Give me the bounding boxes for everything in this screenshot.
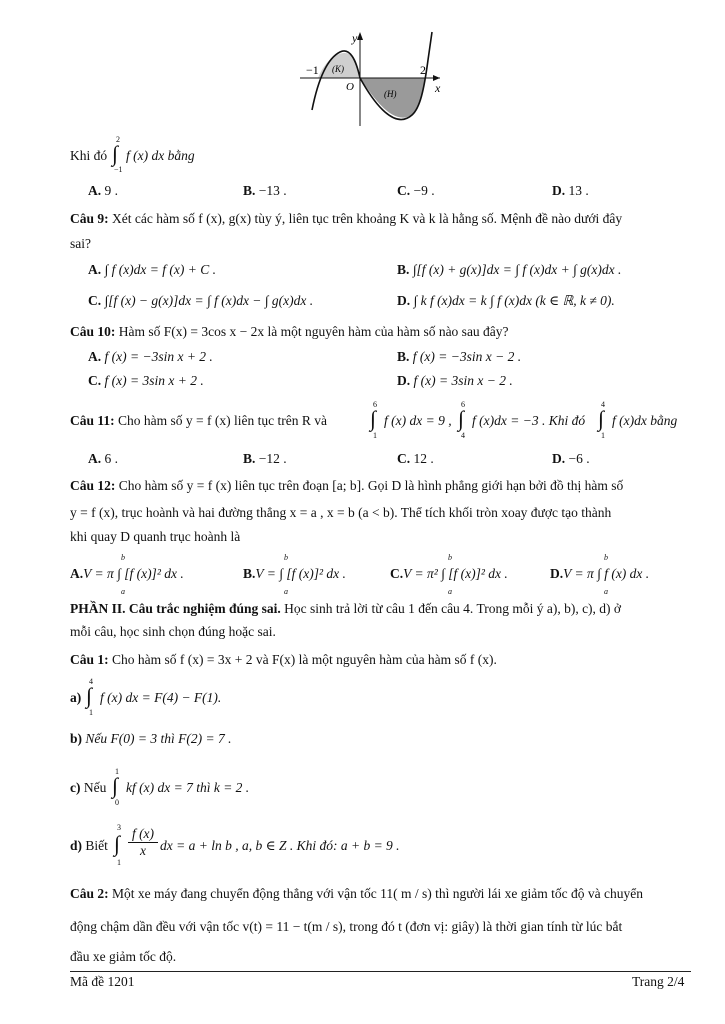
q10-option-c[interactable]: C. f (x) = 3sin x + 2 .	[88, 373, 204, 388]
q12-d-upper: b	[604, 553, 608, 562]
p2q1-a-integral: 4 ∫ 1	[86, 677, 93, 717]
q11-option-d[interactable]: D. −6 .	[552, 451, 590, 466]
q12-option-a[interactable]: A.V = π ∫ [f (x)]² dx .	[70, 566, 184, 581]
q12-option-c[interactable]: C.V = π² ∫ [f (x)]² dx .	[390, 566, 508, 581]
q9-text-line1: Câu 9: Xét các hàm số f (x), g(x) tùy ý, liên tục trên khoảng K và k là hằng số. Mệnh đề nào dưới đây	[70, 211, 623, 226]
q8-question-text: Khi đó	[70, 148, 108, 163]
q12-b-upper: b	[284, 553, 288, 562]
q12-c-lower: a	[448, 587, 452, 596]
q8-option-b[interactable]: B. −13 .	[243, 183, 287, 198]
q12-option-d[interactable]: D.V = π ∫ f (x) dx .	[550, 566, 650, 581]
q11-option-b[interactable]: B. −12 .	[243, 451, 287, 466]
q12-c-upper: b	[448, 553, 452, 562]
q12-a-upper: b	[121, 553, 125, 562]
q11-option-a[interactable]: A. 6 .	[88, 451, 118, 466]
q9-option-c[interactable]: C. ∫[f (x) − g(x)]dx = ∫ f (x)dx − ∫ g(x)dx .	[88, 293, 314, 308]
q10-text: Câu 10: Hàm số F(x) = 3cos x − 2x là một nguyên hàm của hàm số nào sau đây?	[70, 324, 509, 339]
p2q1-d[interactable]: d) Biết	[70, 838, 108, 853]
q9-number: Câu 9:	[70, 211, 109, 226]
q12-option-b[interactable]: B.V = ∫ [f (x)]² dx .	[243, 566, 346, 581]
q11-integral-1-expr: f (x) dx = 9 ,	[384, 413, 452, 428]
p2q2-text-line1: Câu 2: Một xe máy đang chuyển động thẳng với vận tốc 11( m / s) thì người lái xe giảm tốc độ và chuyển	[70, 886, 643, 901]
q12-d-lower: a	[604, 587, 608, 596]
p2q1-text: Câu 1: Cho hàm số f (x) = 3x + 2 và F(x) là một nguyên hàm của hàm số f (x).	[70, 652, 497, 667]
region-K-label: (K)	[332, 64, 344, 74]
q11-option-c[interactable]: C. 12 .	[397, 451, 434, 466]
q12-b-lower: a	[284, 587, 288, 596]
p2q1-d-fraction: f (x) x	[128, 826, 158, 859]
p2q1-c-expr: kf (x) dx = 7 thì k = 2 .	[126, 780, 250, 795]
p2q1-d-expr: dx = a + ln b , a, b ∈ Z . Khi đó: a + b = 9 .	[160, 838, 400, 853]
q12-a-lower: a	[121, 587, 125, 596]
p2q1-c-integral: 1 ∫ 0	[112, 767, 119, 807]
q10-option-a[interactable]: A. f (x) = −3sin x + 2 .	[88, 349, 213, 364]
q8-option-a[interactable]: A. 9 .	[88, 183, 118, 198]
footer-exam-code: Mã đề 1201	[70, 974, 135, 989]
q8-option-d[interactable]: D. 13 .	[552, 183, 589, 198]
q9-option-b[interactable]: B. ∫[f (x) + g(x)]dx = ∫ f (x)dx + ∫ g(x)dx .	[397, 262, 622, 277]
q9-text-line2: sai?	[70, 236, 91, 251]
p2q1-c[interactable]: c) Nếu	[70, 780, 107, 795]
q11-integral-3: 4 ∫ 1	[598, 400, 605, 440]
region-H-label: (H)	[384, 89, 397, 99]
p2q1-a-expr: f (x) dx = F(4) − F(1).	[100, 690, 222, 705]
q11-integral-2-expr: f (x)dx = −3 . Khi đó	[472, 413, 586, 428]
p2q1-a[interactable]: a)	[70, 690, 82, 705]
y-axis-label: y	[352, 31, 358, 45]
part2-title: PHẦN II. Câu trắc nghiệm đúng sai.	[70, 601, 281, 616]
origin-label: O	[346, 81, 354, 93]
q8-integral-expr: f (x) dx bằng	[126, 148, 195, 163]
x-axis-label: x	[435, 81, 441, 95]
q9-option-d[interactable]: D. ∫ k f (x)dx = k ∫ f (x)dx (k ∈ ℝ, k ≠ 0).	[397, 293, 615, 308]
footer-divider	[70, 971, 691, 972]
q10-option-b[interactable]: B. f (x) = −3sin x − 2 .	[397, 349, 522, 364]
q11-text: Câu 11: Cho hàm số y = f (x) liên tục trên R và	[70, 413, 327, 428]
q11-integral-1: 6 ∫ 1	[370, 400, 377, 440]
q10-option-d[interactable]: D. f (x) = 3sin x − 2 .	[397, 373, 513, 388]
q12-text-line3: khi quay D quanh trục hoành là	[70, 529, 241, 544]
p2q1-b[interactable]: b) Nếu F(0) = 3 thì F(2) = 7 .	[70, 731, 232, 746]
two-label: 2	[420, 63, 426, 77]
q11-integral-2: 6 ∫ 4	[458, 400, 465, 440]
p2q2-text-line3: đầu xe giảm tốc độ.	[70, 949, 177, 964]
q8-integral: 2 ∫ −1	[112, 135, 123, 174]
footer-page-number: Trang 2/4	[632, 974, 685, 989]
q8-option-c[interactable]: C. −9 .	[397, 183, 435, 198]
q9-option-a[interactable]: A. ∫ f (x)dx = f (x) + C .	[88, 262, 217, 277]
part2-heading: PHẦN II. Câu trắc nghiệm đúng sai. Học sinh trả lời từ câu 1 đến câu 4. Trong mỗi ý a), b), c), d) ở	[70, 601, 622, 616]
function-graph-figure	[300, 30, 460, 130]
q12-text-line1: Câu 12: Cho hàm số y = f (x) liên tục trên đoạn [a; b]. Gọi D là hình phẳng giới hạn bởi đồ thị hàm số	[70, 478, 624, 493]
q12-text-line2: y = f (x), trục hoành và hai đường thẳng x = a , x = b (a < b). Thể tích khối tròn xoay được tạo thành	[70, 505, 612, 520]
p2q2-text-line2: động chậm dần đều với vận tốc v(t) = 11 − t(m / s), trong đó t (đơn vị: giây) là thời gian tính từ lúc bắt	[70, 919, 623, 934]
q11-integral-3-expr: f (x)dx bằng	[612, 413, 678, 428]
p2q1-d-integral: 3 ∫ 1	[114, 823, 121, 867]
part2-text-line2: mỗi câu, học sinh chọn đúng hoặc sai.	[70, 624, 276, 639]
neg-one-label: −1	[306, 63, 319, 77]
